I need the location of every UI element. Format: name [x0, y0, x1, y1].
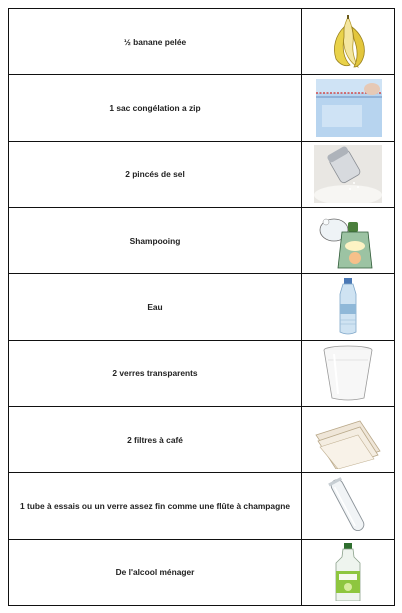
water-bottle-icon — [314, 278, 382, 336]
materials-table — [8, 8, 395, 606]
table-row — [9, 75, 395, 141]
banana-icon — [314, 13, 382, 71]
item-picture — [302, 340, 395, 406]
item-picture — [302, 539, 395, 605]
item-label: Shampooing — [9, 207, 302, 273]
table-row — [9, 340, 395, 406]
item-picture — [302, 141, 395, 207]
table-row — [9, 141, 395, 207]
zip-bag-icon — [314, 79, 382, 137]
item-label: 1 tube à essais ou un verre assez fin comme une flûte à champagne — [9, 473, 302, 539]
plastic-cup-icon — [314, 344, 382, 402]
table-row — [9, 274, 395, 340]
item-picture — [302, 207, 395, 273]
coffee-filter-icon — [314, 411, 382, 469]
shampoo-icon — [314, 212, 382, 270]
item-label: ½ banane pelée — [9, 9, 302, 75]
item-label: Eau — [9, 274, 302, 340]
salt-shaker-icon — [314, 145, 382, 203]
item-label: 1 sac congélation a zip — [9, 75, 302, 141]
item-picture — [302, 473, 395, 539]
item-label: 2 pincés de sel — [9, 141, 302, 207]
table-row — [9, 406, 395, 472]
item-picture — [302, 274, 395, 340]
table-row — [9, 473, 395, 539]
table-row — [9, 539, 395, 605]
item-label: 2 filtres à café — [9, 406, 302, 472]
item-label: 2 verres transparents — [9, 340, 302, 406]
item-label: De l'alcool ménager — [9, 539, 302, 605]
table-row — [9, 207, 395, 273]
item-picture — [302, 75, 395, 141]
alcohol-bottle-icon — [314, 543, 382, 601]
test-tube-icon — [314, 477, 382, 535]
item-picture — [302, 406, 395, 472]
item-picture — [302, 9, 395, 75]
table-row — [9, 9, 395, 75]
